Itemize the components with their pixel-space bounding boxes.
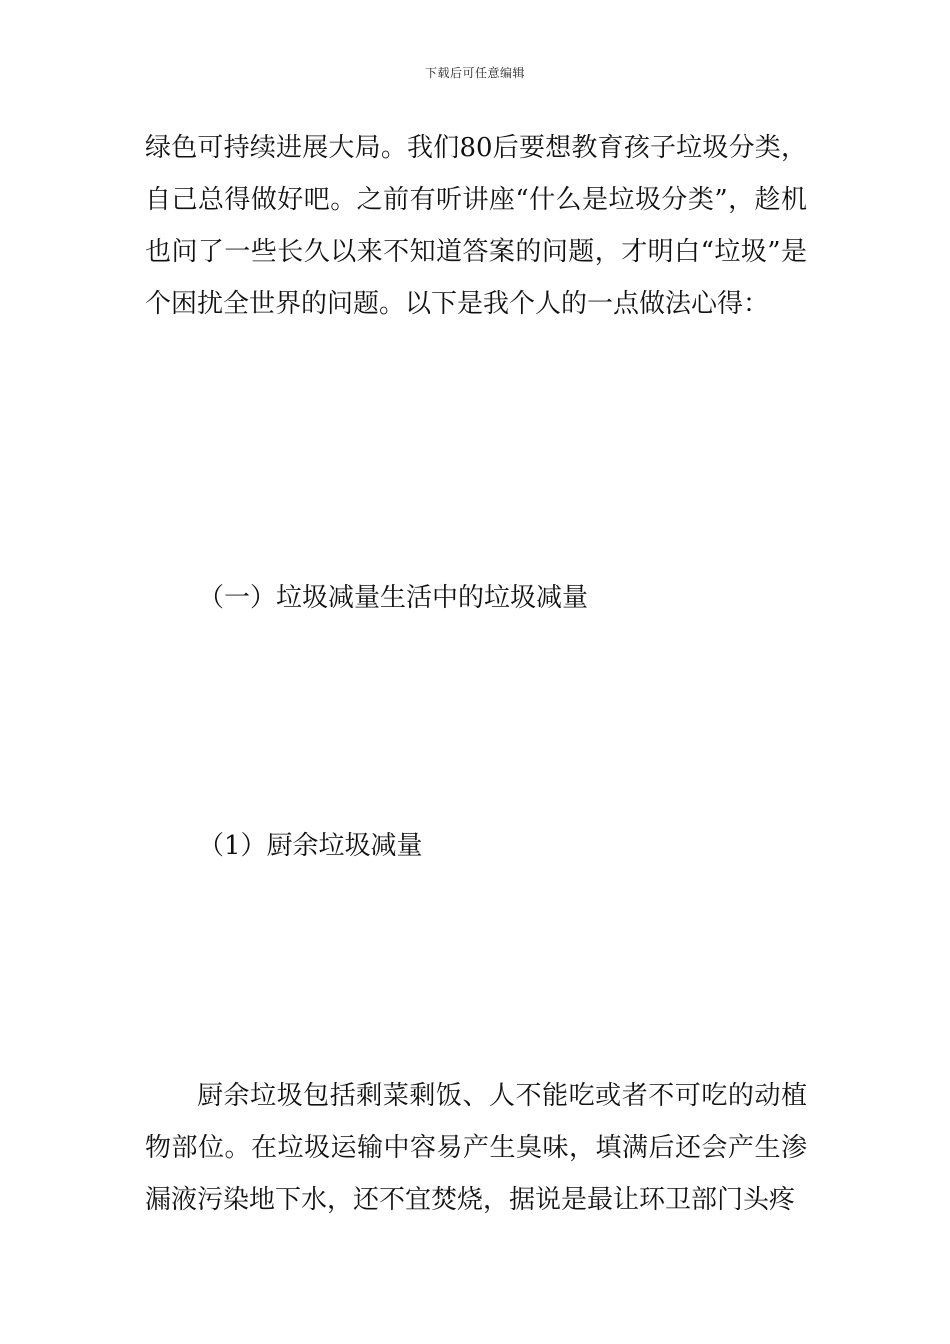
page-header: 下载后可任意编辑 xyxy=(424,66,525,80)
intro-paragraph: 绿色可持续进展大局。我们80后要想教育孩子垃圾分类，自己总得做好吧。之前有听讲座“什么是垃圾分类”，趁机也问了一些长久以来不知道答案的问题，才明白“垃圾”是个困扰全世界的问题。以下是我个人的一点做法心得： xyxy=(145,133,807,319)
subsection-heading: （1）厨余垃圾减量 xyxy=(198,831,423,861)
kitchen-waste-paragraph: 厨余垃圾包括剩菜剩饭、人不能吃或者不可吃的动植物部位。在垃圾运输中容易产生臭味，填满后还会产生渗漏液污染地下水，还不宜焚烧，据说是最让环卫部门头疼 xyxy=(145,1081,807,1215)
section-heading: （一）垃圾减量生活中的垃圾减量 xyxy=(198,583,589,613)
